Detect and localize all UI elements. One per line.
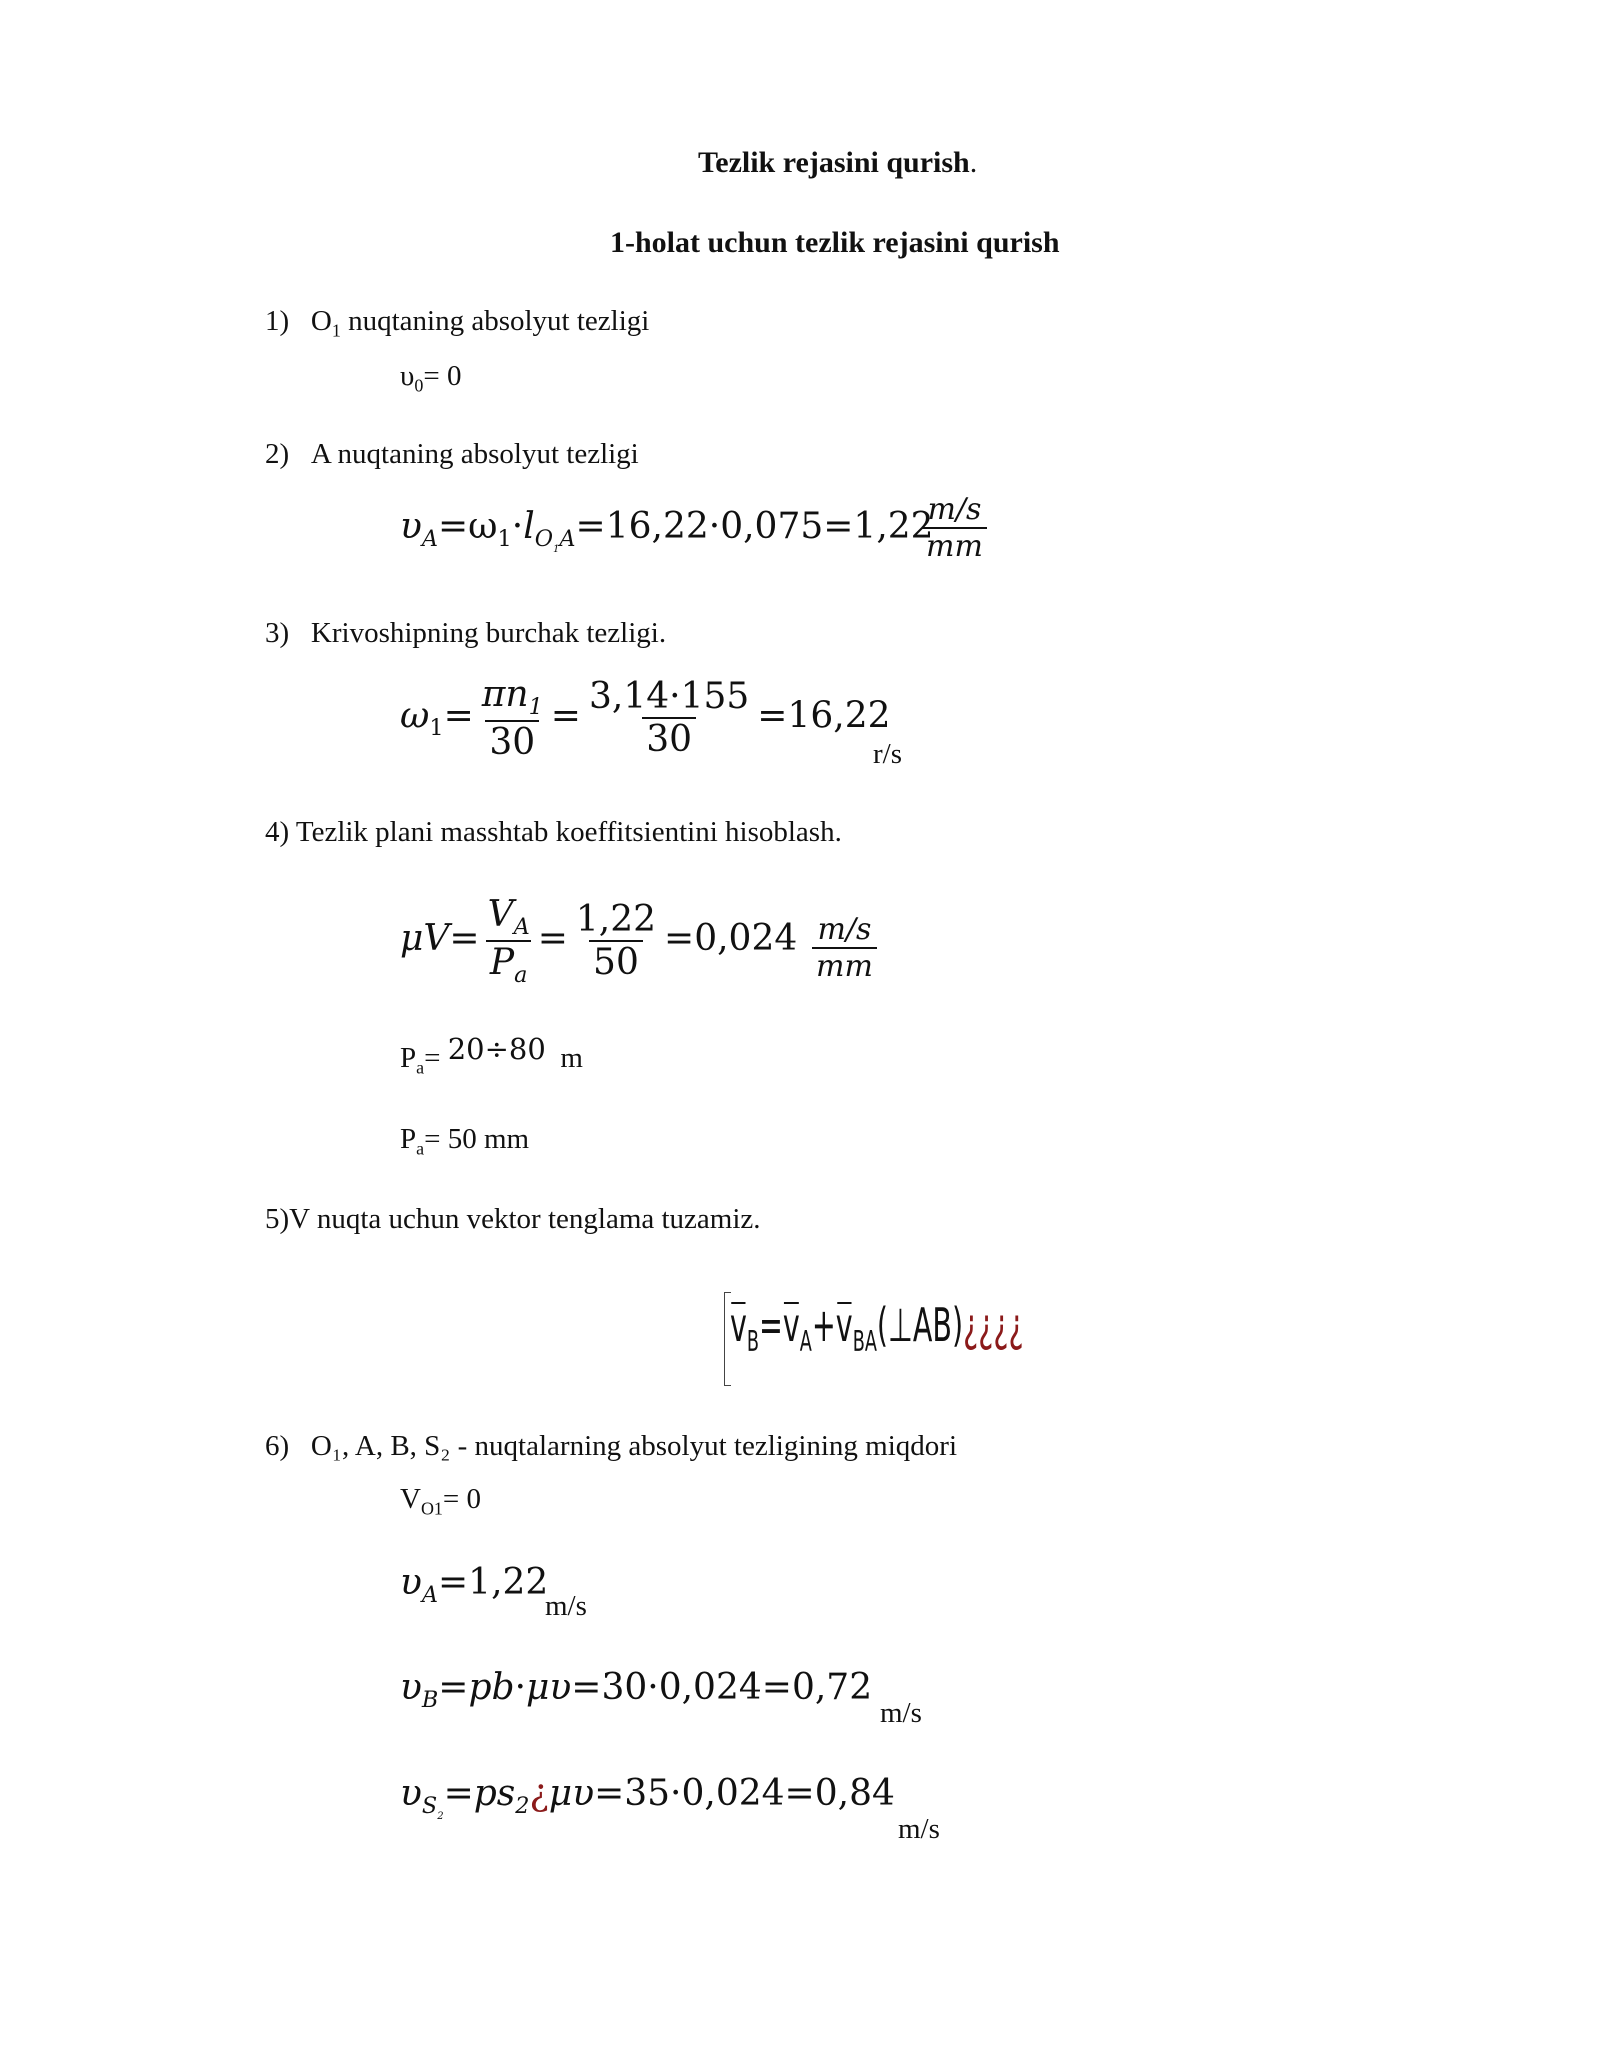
- step-3-equation: $\omega_1=$ $\frac{\pi n_1}{30}$ = $\frac{3,14\cdot 155}{30}$ =16,22: [400, 674, 891, 763]
- pa-value: $P_a= 50$ mm: [400, 1123, 530, 1159]
- v-b-unit: m/s: [880, 1697, 922, 1729]
- step-1-equation: $\upsilon_0= 0$: [400, 360, 462, 396]
- v-a: $\upsilon_A=1,22$: [400, 1562, 549, 1608]
- step-2-heading: 2) A nuqtaning absolyut tezligi: [265, 438, 639, 470]
- step-4-heading: 4) Tezlik plani masshtab koeffitsientini hisoblash.: [265, 816, 842, 848]
- step-3-heading: 3) Krivoshipning burchak tezligi.: [265, 617, 667, 649]
- step-5-heading: 5)V nuqta uchun vektor tenglama tuzamiz.: [265, 1203, 761, 1235]
- v-b: $\upsilon_B=pb\cdot\mu\upsilon=30\cdot 0,024=0,72$: [400, 1667, 873, 1713]
- pa-range: $P_a= 20\div 80$ m: [400, 1032, 583, 1078]
- step-2-unit: $\frac{m/s}{mm}$: [918, 492, 991, 564]
- step-6-heading: 6) O₁, A, B, S₂ - nuqtalarning absolyut tezligining miqdori: [265, 1430, 958, 1462]
- step-2-equation: $\upsilon_A=\omega_1\cdot l_{O_1A}=16,22\cdot 0,075=1,22$: [400, 506, 934, 555]
- v-s2: $\upsilon_{S_2}=ps_2¿\mu\upsilon=35\cdot 0,024=0,84$: [400, 1773, 895, 1822]
- step-4-equation: μV= $\frac{V_A}{P_a}$ = $\frac{1,22}{50}$ =0,024: [400, 894, 798, 988]
- step-1-heading: 1) $O_1$ nuqtaning absolyut tezligi: [265, 305, 650, 341]
- v-s2-unit: m/s: [898, 1813, 940, 1845]
- v-a-unit: m/s: [545, 1590, 587, 1622]
- v-o1: $V_{O1}= 0$: [400, 1483, 482, 1519]
- step-3-unit: r/s: [873, 738, 902, 770]
- step-4-unit: $\frac{m/s}{mm}$: [808, 912, 881, 984]
- page-title: Tezlik rejasini qurish.: [698, 146, 978, 179]
- vector-equation: $v_B=v_A+v_{BA}(\perp AB)¿¿¿¿$: [730, 1298, 1024, 1358]
- page-subtitle: 1-holat uchun tezlik rejasini qurish: [610, 226, 1060, 259]
